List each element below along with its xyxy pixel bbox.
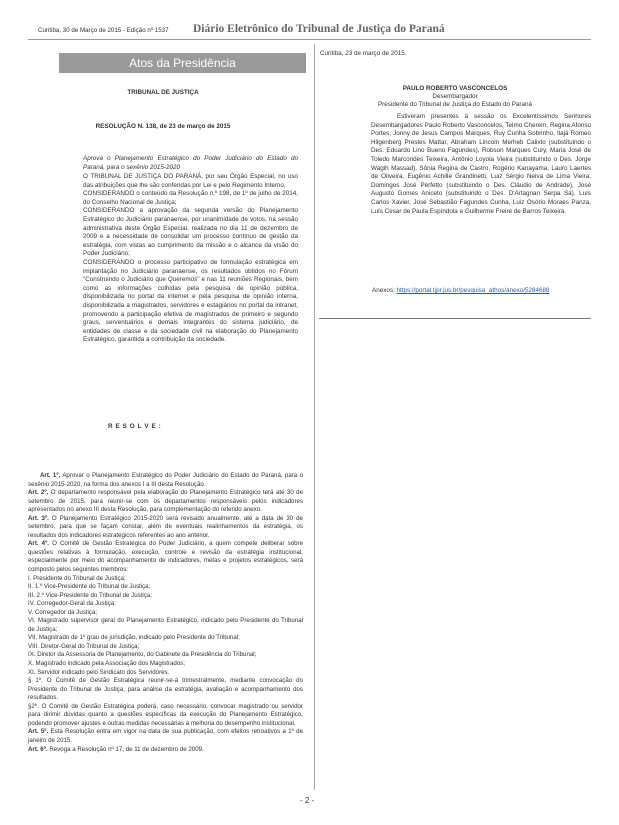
signer-name: PAULO ROBERTO VASCONCELOS	[402, 85, 508, 92]
article-label: Art. 1º.	[40, 472, 61, 479]
article-paragraph	[28, 703, 303, 729]
page-number: - 2 -	[300, 796, 315, 805]
annex-link[interactable]: https://portal.tjpr.jus.br/pesquisa_athos/anexo/5284688	[396, 287, 550, 294]
article-paragraph	[28, 575, 303, 584]
annex-label: Anexos:	[372, 287, 397, 294]
article-paragraph	[28, 600, 303, 609]
article-text: VII. Magistrado de 1º grau de jurisdição, indicado pelo Presidente do Tribunal;	[28, 634, 240, 642]
article-paragraph	[28, 728, 303, 745]
ementa: Aprova o Planejamento Estratégico do Poder Judiciário do Estado do Paraná, para o sexênio 2015-2020	[83, 155, 298, 171]
article-text: II. 1.º Vice-Presidente do Tribunal de Justiça;	[28, 583, 151, 591]
articles	[28, 472, 303, 754]
article-paragraph	[28, 472, 303, 489]
article-label: Art. 4º.	[28, 540, 50, 548]
preamble	[83, 173, 298, 345]
article-label: Art. 3º.	[28, 514, 49, 522]
article-paragraph	[28, 609, 303, 618]
article-text: IV. Corregedor-Geral da Justiça;	[28, 600, 116, 608]
article-text: Revoga a Resolução nº 17, de 11 de dezembro de 2009.	[47, 745, 204, 753]
article-paragraph	[28, 583, 303, 592]
preamble-paragraph: CONSIDERANDO a aprovação da segunda versão do Planejamento Estratégico do Judiciário paranaense, por unanimidade de votos, na sessão administrativa deste Órgão Especial, realizada no dia 11 de dezembro de 2009 e a necessidade de consolidar um processo contínuo de gestão da estratégia, com vistas ao cumprimento da missão e o alcance da visão do Poder Judiciário;	[83, 207, 298, 258]
article-text: IX. Diretor da Assessoria de Planejamento, do Gabinete da Presidência do Tribunal;	[28, 651, 257, 659]
column-divider	[314, 44, 315, 790]
article-text: Aprovar o Planejamento Estratégico do Poder Judiciário do Estado do Paraná, para o sexênio 2015-2020, na forma dos anexos I a III desta Resolução.	[28, 472, 304, 488]
signer-role: Desembargador	[432, 93, 478, 100]
section-separator	[319, 318, 591, 319]
header-divider	[28, 39, 591, 40]
resolution-title: RESOLUÇÃO N. 138, de 23 de março de 2015	[95, 123, 231, 130]
article-text: Esta Resolução entra em vigor na data de sua publicação, com efeitos retroativos a 1º de janeiro de 2015.	[28, 728, 303, 744]
article-text: §2º. O Comitê de Gestão Estratégica poderá, caso necessário, convocar magistrado ou servidor para dirimir dúvidas quanto a questões específicas da execução do Planejamento Estratégico, podendo promover ajustes e outras medidas necessárias à melhoria do desempenho institucional.	[28, 702, 303, 727]
article-text: V. Corregedor da Justiça;	[28, 608, 98, 616]
article-paragraph	[28, 592, 303, 601]
article-paragraph	[28, 660, 303, 669]
article-paragraph	[28, 540, 303, 574]
section-banner: Atos da Presidência	[59, 53, 306, 73]
article-paragraph	[28, 651, 303, 660]
attendance-paragraph: Estiveram presentes à sessão os Excelentíssimos Senhores Desembargadores Paulo Roberto Vasconcelos, Telmo Cherem, Regina Afonso Portes, Jonny de Jesus Campos Marques, Ruy Cunha Sobrinho, Ilajá Romeo Hilgenberg Prestes Mattar, Abraham Lincoln Merheb Calixto (substituindo o Des. Eduardo Lino Bueno Fagundes), Robson Marques Cury, Maria José de Toledo Marcondes Teixeira, Antônio Loyola Vieira (substituindo o Des. Jorge Wagih Massad), Sônia Regina de Castro, Rogério Kanayama, Lauro Laertes de Oliveira, Eugênio Achille Grandinetti, Luiz Sérgio Neiva de Lima Vieira, Domingos José Perfetto (substituindo o Des. Cláudio de Andrade), José Augusto Gomes Aniceto (substituindo o Des. D'Artagnan Serpa Sá), Luís Carlos Xavier, José Sebastião Fagundes Cunha, Luiz Osório Moraes Panza, Luís Cesar de Paula Espíndola e Guilherme Freire de Barros Teixeira.	[371, 113, 591, 215]
article-text: XI. Servidor indicado pelo Sindicato dos Servidores.	[28, 668, 170, 676]
annex-line	[372, 287, 550, 296]
article-label: Art. 6º.	[28, 745, 48, 753]
article-paragraph	[28, 746, 303, 755]
preamble-paragraph: CONSIDERANDO o processo participativo de formulação estratégica em implantação no Judiciário paranaense, os resultados obtidos no Fórum "Construindo o Judiciário que Queremos" e nas 11 reuniões Regionais, bem como as informações colhidas pela pesquisa de opinião pública, disponibilizada no portal da internet e pela pesquisa de opinião interna, disponibilizada a magistrados, servidores e estagiários no portal da intranet, promovendo a participação efetiva de magistrados de primeiro e segundo graus, serventuários e demais integrantes do sistema judiciário, de entidades de classe e da sociedade civil na elaboração do Planejamento Estratégico, garantida a contribuição da sociedade.	[83, 258, 298, 344]
article-paragraph	[28, 669, 303, 678]
article-paragraph	[28, 677, 303, 703]
signing-date: Curitiba, 23 de março de 2015.	[320, 50, 407, 57]
article-text: III. 2.º Vice-Presidente do Tribunal de Justiça;	[28, 591, 152, 599]
article-text: O Planejamento Estratégico 2015-2020 será revisado anualmente, até a data de 30 de setembro, para que se façam constar, além de eventuais realinhamentos da estratégia, os resultados dos indicadores estratégicos referentes ao ano anterior.	[28, 514, 303, 539]
article-label: Art. 5º.	[28, 728, 49, 736]
article-text: O Comitê de Gestão Estratégica do Poder Judiciário, a quem compete deliberar sobre questões relativas à formulação, execução, controle e revisão da estratégia institucional, especialmente por meio do acompanhamento de indicadores, metas e projetos estratégicos, será composto pelos seguintes membros:	[28, 540, 303, 574]
article-paragraph	[28, 634, 303, 643]
article-text: § 1º. O Comitê de Gestão Estratégica reunir-se-á trimestralmente, mediante convocação do Presidente do Tribunal de Justiça, para análise da estratégia, avaliação e acompanhamento dos resultados.	[28, 677, 303, 702]
article-text: I. Presidente do Tribunal de Justiça;	[28, 574, 126, 582]
preamble-paragraph: CONSIDERANDO o conteúdo da Resolução n.º 198, de 1º de julho de 2014, do Conselho Nacional de Justiça;	[83, 190, 298, 206]
edition-info: Curitiba, 30 de Março de 2015 - Edição nº 1537	[38, 27, 169, 34]
article-paragraph	[28, 515, 303, 541]
article-paragraph	[28, 617, 303, 634]
preamble-paragraph: O TRIBUNAL DE JUSTIÇA DO PARANÁ, por seu Órgão Especial, no uso das atribuições que lhe são conferidas por Lei e pelo Regimento Interno,	[83, 173, 298, 189]
article-text: X. Magistrado indicado pela Associação dos Magistrados;	[28, 660, 186, 668]
article-paragraph	[28, 489, 303, 515]
article-text: VI. Magistrado supervisor geral do Planejamento Estratégico, indicado pelo Presidente do Tribunal de Justiça;	[28, 617, 303, 633]
org-heading: TRIBUNAL DE JUSTIÇA	[127, 89, 199, 96]
journal-title: Diário Eletrônico do Tribunal de Justiça do Paraná	[193, 23, 445, 35]
article-text: VIII. Diretor-Geral do Tribunal de Justiça;	[28, 642, 140, 650]
signer-title: Presidente do Tribunal de Justiça do Estado do Paraná	[377, 101, 533, 108]
article-paragraph	[28, 643, 303, 652]
resolve-heading: R E S O L V E :	[108, 423, 162, 430]
article-text: O departamento responsável pela elaboração do Planejamento Estratégico terá até 30 de setembro de 2015, para reunir-se com os departamentos responsáveis pelos indicadores apresentados no anexo III desta Resolução, para complementação do referido anexo.	[28, 489, 303, 514]
article-label: Art. 2º.	[28, 489, 49, 497]
